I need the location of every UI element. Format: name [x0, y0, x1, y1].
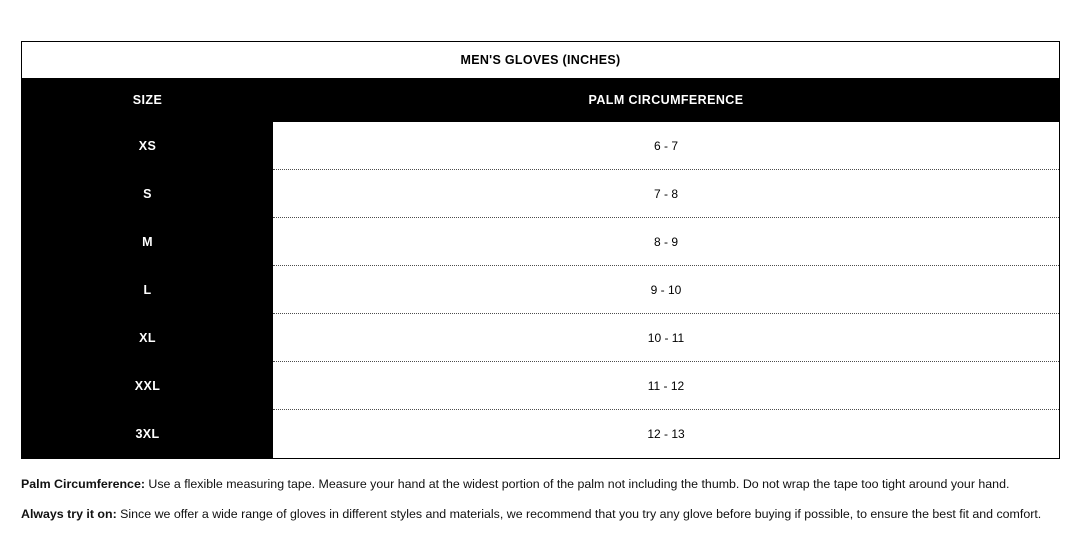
- size-chart-table: [21, 41, 1060, 459]
- table-row: [22, 410, 1059, 458]
- cell-size: XXL: [22, 362, 273, 410]
- measurement-notes: [21, 474, 1060, 524]
- cell-palm-circumference: 7 - 8: [273, 170, 1059, 218]
- cell-size: XL: [22, 314, 273, 362]
- table-row: [22, 218, 1059, 266]
- note-always-try-it-on: [21, 504, 1060, 524]
- table-row: [22, 314, 1059, 362]
- cell-palm-circumference: 11 - 12: [273, 362, 1059, 410]
- cell-palm-circumference: 12 - 13: [273, 410, 1059, 458]
- cell-size: L: [22, 266, 273, 314]
- column-header-palm-circumference: PALM CIRCUMFERENCE: [588, 93, 744, 107]
- cell-size: 3XL: [22, 410, 273, 458]
- cell-palm-circumference: 8 - 9: [273, 218, 1059, 266]
- table-header-row: [22, 78, 1059, 122]
- table-row: [22, 362, 1059, 410]
- cell-palm-circumference: 6 - 7: [273, 122, 1059, 170]
- note-text: Use a flexible measuring tape. Measure your hand at the widest portion of the palm not including the thumb. Do not wrap the tape too tight around your hand.: [144, 477, 1010, 491]
- table-row: [22, 266, 1059, 314]
- table-row: [22, 170, 1059, 218]
- note-label: Always try it on:: [21, 507, 117, 521]
- cell-palm-circumference: 10 - 11: [273, 314, 1059, 362]
- column-header-size: SIZE: [132, 93, 163, 107]
- table-row: [22, 122, 1059, 170]
- cell-size: XS: [22, 122, 273, 170]
- cell-palm-circumference: 9 - 10: [273, 266, 1059, 314]
- note-text: Since we offer a wide range of gloves in different styles and materials, we recommend that you try any glove before buying if possible, to ensure the best fit and comfort.: [116, 507, 1042, 521]
- table-title: MEN'S GLOVES (INCHES): [22, 42, 1059, 78]
- cell-size: M: [22, 218, 273, 266]
- cell-size: S: [22, 170, 273, 218]
- note-label: Palm Circumference:: [21, 477, 145, 491]
- table-body: [22, 122, 1059, 458]
- note-palm-circumference: [21, 474, 1060, 494]
